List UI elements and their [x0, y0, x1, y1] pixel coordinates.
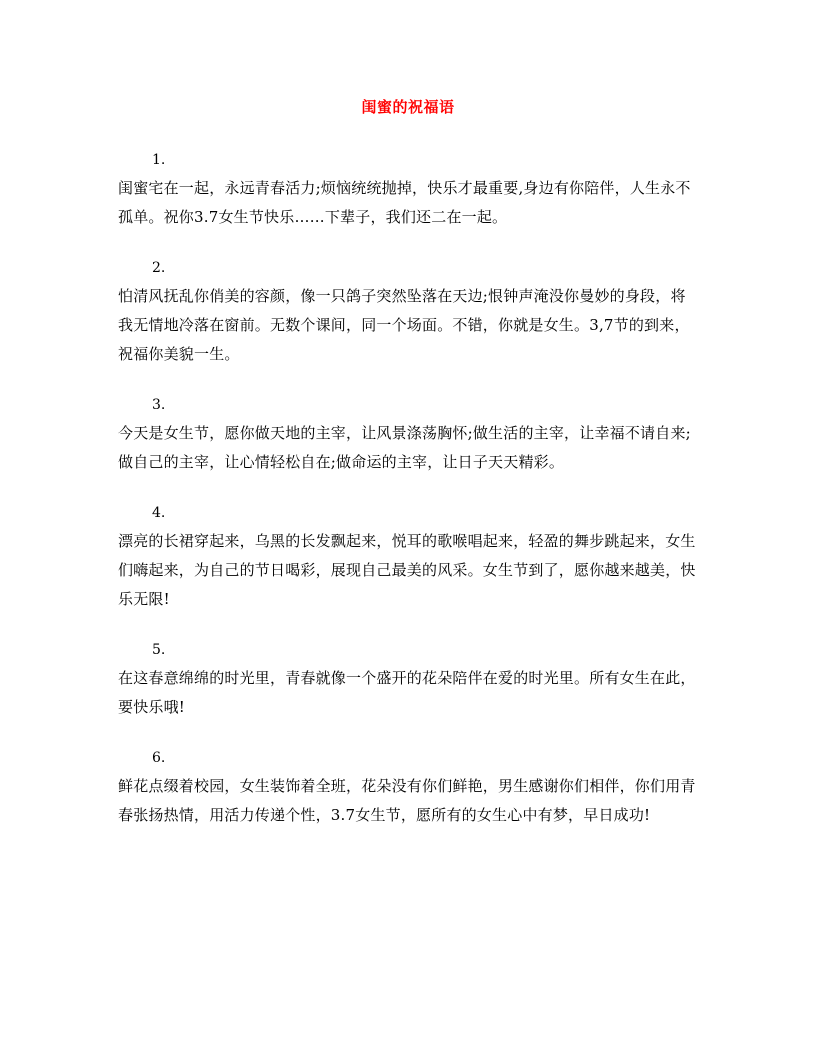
item-text: 漂亮的长裙穿起来，乌黑的长发飘起来，悦耳的歌喉唱起来，轻盈的舞步跳起来，女生们嗨起来，为自己的节日喝彩，展现自己最美的风采。女生节到了，愿你越来越美，快乐无限! [118, 532, 696, 608]
list-item [118, 636, 700, 722]
item-text: 鲜花点缀着校园，女生装饰着全班，花朵没有你们鲜艳，男生感谢你们相伴，你们用青春张扬热情，用活力传递个性，3.7女生节，愿所有的女生心中有梦，早日成功! [118, 777, 696, 824]
list-item [118, 146, 700, 232]
list-item [118, 499, 700, 614]
list-item [118, 391, 700, 477]
item-number: 1. [152, 152, 166, 168]
item-number: 2. [152, 260, 166, 276]
item-text: 闺蜜宅在一起，永远青春活力;烦恼统统抛掉，快乐才最重要,身边有你陪伴，人生永不孤单。祝你3.7女生节快乐……下辈子，我们还二在一起。 [118, 179, 691, 226]
wish-list [118, 146, 700, 852]
list-item [118, 744, 700, 830]
list-item [118, 254, 700, 369]
item-number: 5. [152, 642, 166, 658]
item-text: 今天是女生节，愿你做天地的主宰，让风景涤荡胸怀;做生活的主宰，让幸福不请自来;做自己的主宰，让心情轻松自在;做命运的主宰，让日子天天精彩。 [118, 424, 691, 471]
item-number: 4. [152, 505, 166, 521]
document-title: 闺蜜的祝福语 [361, 98, 455, 116]
item-text: 在这春意绵绵的时光里，青春就像一个盛开的花朵陪伴在爱的时光里。所有女生在此，要快乐哦! [118, 669, 696, 716]
item-text: 怕清风抚乱你俏美的容颜，像一只鸽子突然坠落在天边;恨钟声淹没你曼妙的身段，将我无情地冷落在窗前。无数个课间，同一个场面。不错，你就是女生。3,7节的到来，祝福你美貌一生。 [118, 287, 690, 363]
item-number: 6. [152, 750, 166, 766]
item-number: 3. [152, 397, 166, 413]
